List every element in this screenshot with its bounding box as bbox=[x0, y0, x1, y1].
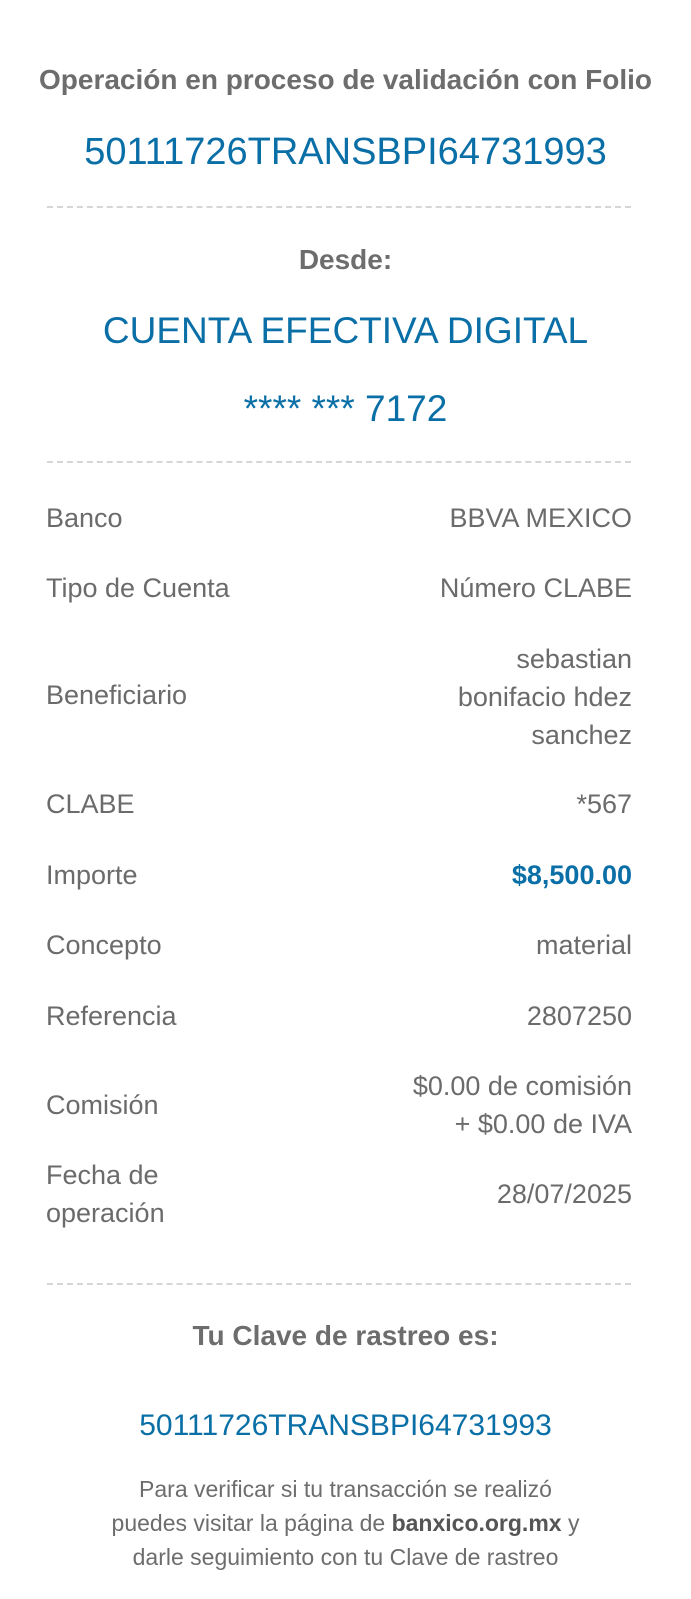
account-type-label: Tipo de Cuenta bbox=[46, 573, 230, 603]
beneficiary-value bbox=[458, 640, 632, 754]
commission-label: Comisión bbox=[46, 1090, 159, 1120]
clabe-label: CLABE bbox=[46, 789, 135, 819]
commission-value bbox=[413, 1067, 632, 1143]
tracking-title: Tu Clave de rastreo es: bbox=[192, 1320, 499, 1351]
beneficiary-line: sebastian bbox=[516, 644, 632, 674]
divider bbox=[47, 1283, 631, 1285]
beneficiary-label: Beneficiario bbox=[46, 680, 188, 710]
folio-number: 50111726TRANSBPI64731993 bbox=[84, 131, 607, 173]
amount-label: Importe bbox=[46, 860, 138, 890]
from-label: Desde: bbox=[298, 244, 393, 275]
verification-note-line: Para verificar si tu transacción se realizó bbox=[139, 1476, 552, 1502]
reference-value: 2807250 bbox=[526, 1001, 632, 1031]
banxico-link[interactable]: banxico.org.mx bbox=[391, 1510, 562, 1536]
tracking-key[interactable]: 50111726TRANSBPI64731993 bbox=[139, 1409, 552, 1442]
date-label-line: operación bbox=[46, 1198, 165, 1228]
verification-note bbox=[0, 1472, 691, 1574]
bank-label: Banco bbox=[46, 503, 123, 533]
verification-note-text: y bbox=[561, 1510, 580, 1536]
reference-label: Referencia bbox=[46, 1001, 177, 1031]
account-name: CUENTA EFECTIVA DIGITAL bbox=[102, 310, 589, 351]
beneficiary-line: bonifacio hdez bbox=[457, 682, 632, 712]
clabe-value: *567 bbox=[576, 789, 632, 819]
divider bbox=[47, 461, 631, 463]
commission-line: + $0.00 de IVA bbox=[454, 1109, 632, 1139]
verification-note-line: darle seguimiento con tu Clave de rastreo bbox=[132, 1544, 559, 1570]
concept-label: Concepto bbox=[46, 930, 162, 960]
bank-value: BBVA MEXICO bbox=[449, 503, 632, 533]
divider bbox=[47, 206, 631, 208]
account-number-masked: **** *** 7172 bbox=[243, 388, 448, 429]
date-label bbox=[46, 1156, 165, 1232]
date-value: 28/07/2025 bbox=[496, 1179, 632, 1209]
beneficiary-line: sanchez bbox=[531, 720, 632, 750]
commission-line: $0.00 de comisión bbox=[412, 1071, 632, 1101]
date-label-line: Fecha de bbox=[46, 1160, 159, 1190]
account-type-value: Número CLABE bbox=[439, 573, 632, 603]
amount-value: $8,500.00 bbox=[511, 860, 632, 890]
verification-note-line bbox=[0, 1506, 691, 1540]
operation-status-text: Operación en proceso de validación con Folio bbox=[38, 64, 653, 95]
verification-note-text: puedes visitar la página de bbox=[111, 1510, 392, 1536]
concept-value: material bbox=[535, 930, 632, 960]
